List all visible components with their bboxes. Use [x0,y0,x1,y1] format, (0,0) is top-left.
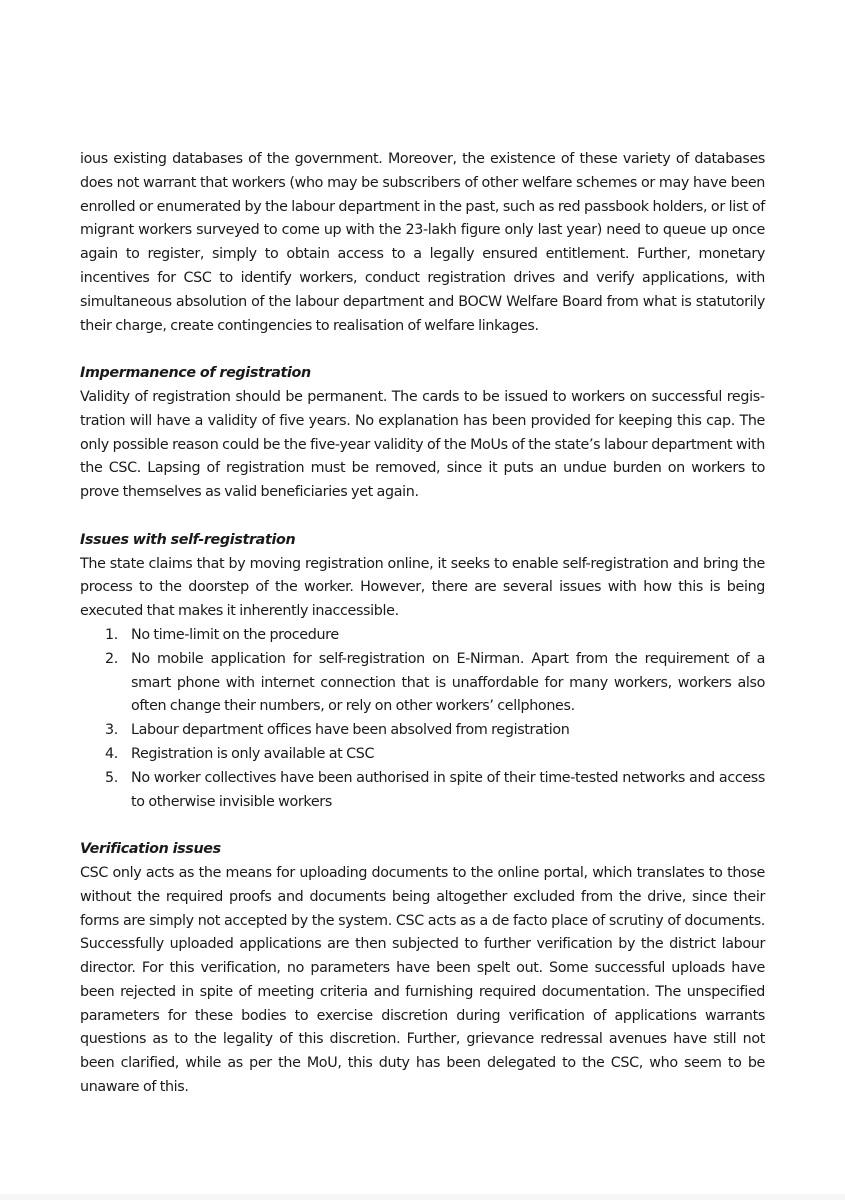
section-body: CSC only acts as the means for uploading documents to the online portal, which translates to those without the required proofs and documents being altogether excluded from the drive, since their forms are simply not accepted by the system. CSC acts as a de facto place of scrutiny of documents. Successfully uploaded applications are then subjected to further verification by the district labour director. For this verification, no parameters have been spelt out. Some successful uploads have been rejected in spite of meeting criteria and furnishing required documentation. The unspecified parameters for these bodies to exercise discretion during verification of applications warrants questions as to the legality of this discretion. Further, grievance redressal avenues have still not been clarified, while as per the MoU, this duty has been delegated to the CSC, who seem to be unaware of this. [80,864,765,1096]
list-item-text: Labour department offices have been absolved from registration [131,722,570,739]
section-heading: Issues with self-registration [80,531,296,548]
list-item-number: 1. [105,626,118,643]
section-body: The state claims that by moving registration online, it seeks to enable self-registration and bring the process to the doorstep of the worker. However, there are several issues with how this is being executed that makes it inherently inaccessible. [80,555,765,620]
section-heading: Impermanence of registration [80,365,311,382]
list-item-number: 5. [105,769,118,786]
list-item [80,743,765,767]
page-bottom-edge [0,1194,845,1200]
section-impermanence [80,362,765,505]
section-verification [80,838,765,1100]
document-page [80,148,765,1100]
list-item [80,719,765,743]
list-item-text: No worker collectives have been authorised in spite of their time-tested networks and access to otherwise invisible workers [131,769,765,810]
list-item-text: No mobile application for self-registration on E-Nirman. Apart from the requirement of a smart phone with internet connection that is unaffordable for many workers, workers also often change their numbers, or rely on other workers’ cellphones. [131,650,765,715]
list-item-text: Registration is only available at CSC [131,745,375,762]
section-heading: Verification issues [80,841,221,858]
list-item-number: 4. [105,745,118,762]
list-item [80,648,765,719]
list-item-number: 3. [105,722,118,739]
issues-list [80,624,765,814]
section-self-registration [80,529,765,815]
list-item [80,767,765,815]
section-body: Validity of registration should be permanent. The cards to be issued to workers on successful registration will have a validity of five years. No explanation has been provided for keeping this cap. The only possible reason could be the five-year validity of the MoUs of the state’s labour department with the CSC. Lapsing of registration must be removed, since it puts an undue burden on workers to prove themselves as valid beneficiaries yet again. [80,388,765,501]
list-item-text: No time-limit on the procedure [131,626,339,643]
list-item [80,624,765,648]
intro-paragraph: ious existing databases of the government. Moreover, the existence of these variety of databases does not warrant that workers (who may be subscribers of other welfare schemes or may have been enrolled or enumerated by the labour department in the past, such as red passbook holders, or list of migrant workers surveyed to come up with the 23-lakh figure only last year) need to queue up once again to register, simply to obtain access to a legally ensured entitlement. Further, monetary incentives for CSC to identify workers, conduct registration drives and verify applications, with simultaneous absolution of the labour department and BOCW Welfare Board from what is statutorily their charge, create contingencies to realisation of welfare linkages. [80,151,765,334]
list-item-number: 2. [105,650,118,667]
